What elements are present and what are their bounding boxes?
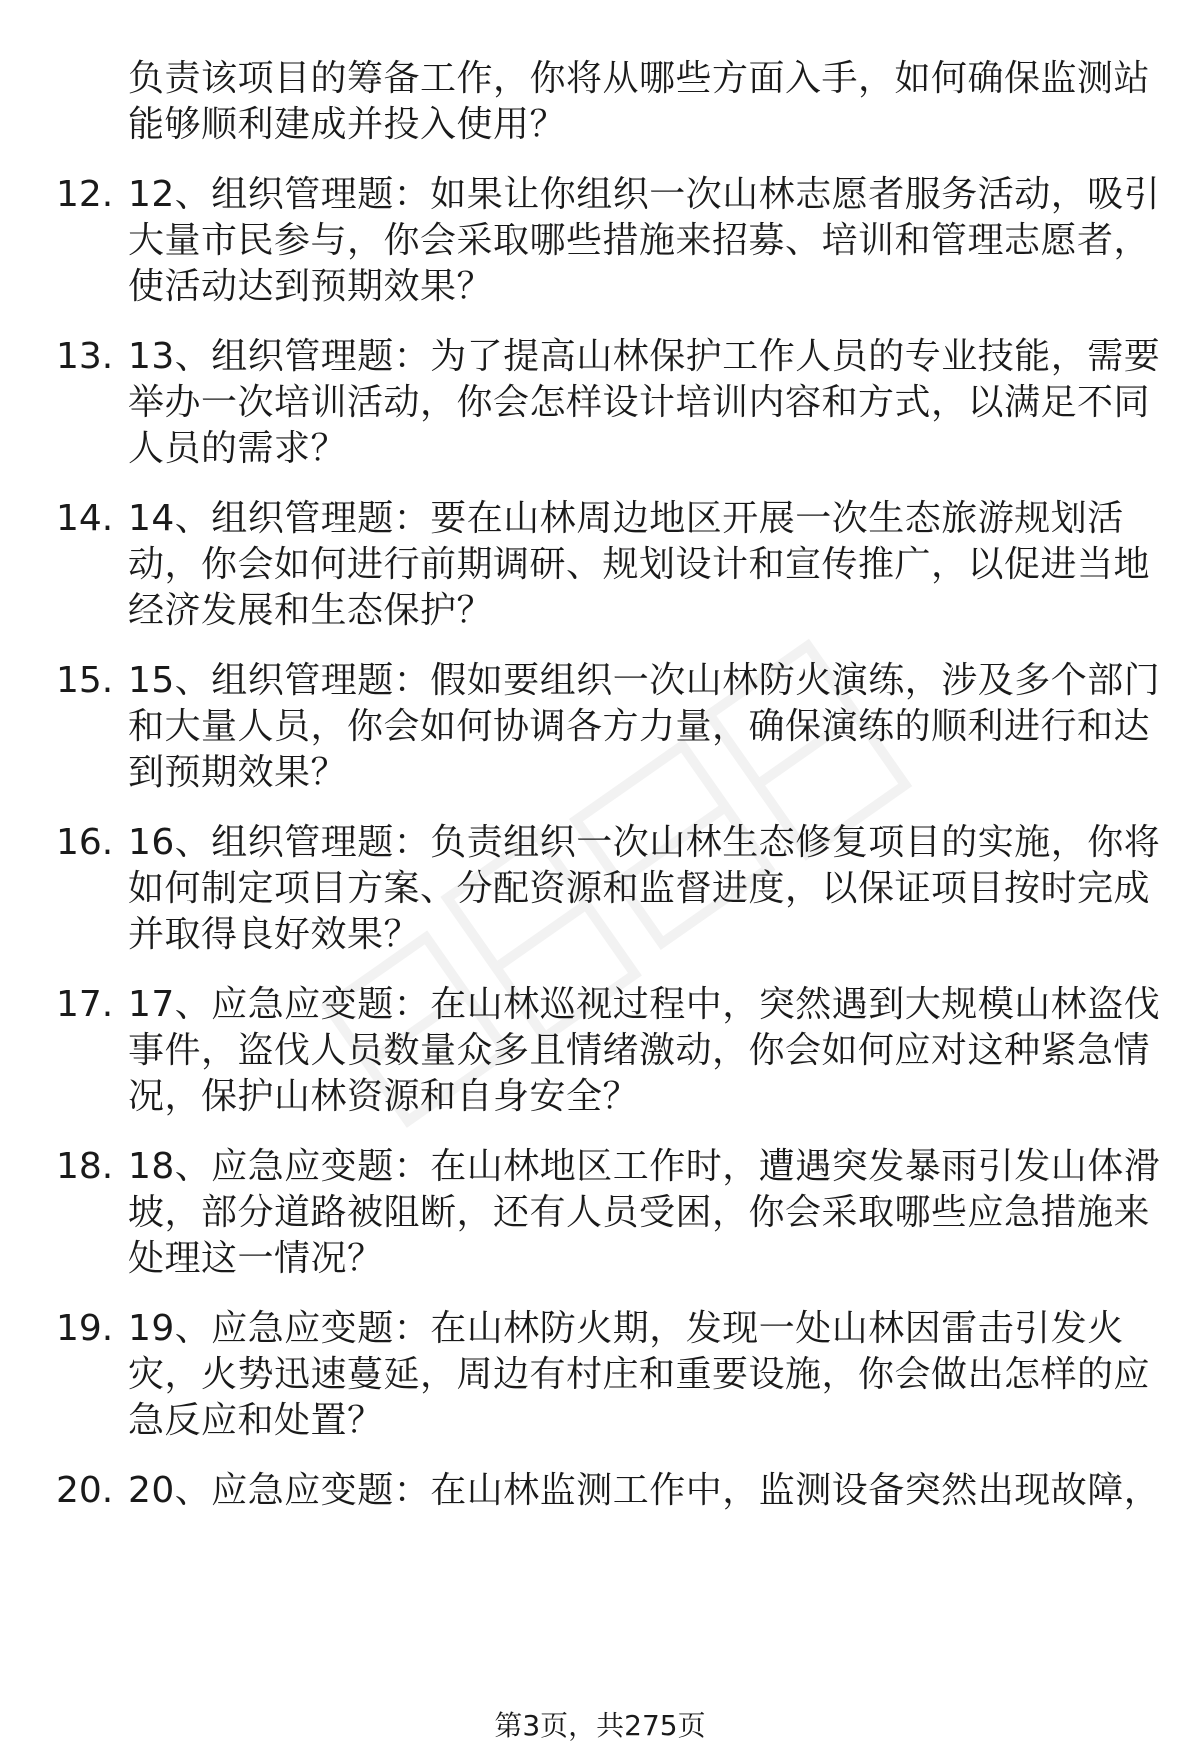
list-item-line: 况，保护山林资源和自身安全？ <box>128 1076 640 1117</box>
list-item-line: 处理这一情况？ <box>128 1238 384 1279</box>
continuation-line: 负责该项目的筹备工作，你将从哪些方面入手，如何确保监测站 <box>128 58 1151 99</box>
list-item-number: 19. <box>56 1308 114 1349</box>
list-item-line: 20、应急应变题：在山林监测工作中，监测设备突然出现故障， <box>128 1470 1161 1511</box>
list-item-number: 16. <box>56 822 114 863</box>
list-item-line: 到预期效果？ <box>128 752 348 793</box>
list-item-line: 19、应急应变题：在山林防火期，发现一处山林因雷击引发火 <box>128 1308 1124 1349</box>
continuation-line: 能够顺利建成并投入使用？ <box>128 104 567 145</box>
list-item-line: 12、组织管理题：如果让你组织一次山林志愿者服务活动，吸引 <box>128 174 1161 215</box>
list-item-line: 动，你会如何进行前期调研、规划设计和宣传推广，以促进当地 <box>128 544 1151 585</box>
list-item-line: 坡，部分道路被阻断，还有人员受困，你会采取哪些应急措施来 <box>128 1192 1151 1233</box>
list-item-line: 事件，盗伐人员数量众多且情绪激动，你会如何应对这种紧急情 <box>128 1030 1151 1071</box>
list-item-line: 13、组织管理题：为了提高山林保护工作人员的专业技能，需要 <box>128 336 1161 377</box>
list-item-line: 急反应和处置？ <box>128 1400 384 1441</box>
list-item-line: 17、应急应变题：在山林巡视过程中，突然遇到大规模山林盗伐 <box>128 984 1161 1025</box>
list-item-line: 灾，火势迅速蔓延，周边有村庄和重要设施，你会做出怎样的应 <box>128 1354 1151 1395</box>
page-number-footer: 第3页，共275页 <box>494 1709 706 1742</box>
list-item-number: 17. <box>56 984 114 1025</box>
list-item-number: 15. <box>56 660 114 701</box>
list-item-line: 举办一次培训活动，你会怎样设计培训内容和方式，以满足不同 <box>128 382 1151 423</box>
list-item-line: 大量市民参与，你会采取哪些措施来招募、培训和管理志愿者， <box>128 220 1151 261</box>
list-item-number: 12. <box>56 174 114 215</box>
list-item-line: 18、应急应变题：在山林地区工作时，遭遇突发暴雨引发山体滑 <box>128 1146 1161 1187</box>
list-item-line: 经济发展和生态保护？ <box>128 590 494 631</box>
list-item-line: 并取得良好效果？ <box>128 914 421 955</box>
list-item-line: 和大量人员，你会如何协调各方力量，确保演练的顺利进行和达 <box>128 706 1151 747</box>
list-item-line: 使活动达到预期效果？ <box>128 266 494 307</box>
list-item-line: 15、组织管理题：假如要组织一次山林防火演练，涉及多个部门 <box>128 660 1161 701</box>
list-item-line: 人员的需求？ <box>128 428 348 469</box>
list-item-line: 如何制定项目方案、分配资源和监督进度，以保证项目按时完成 <box>128 868 1151 909</box>
list-item-line: 14、组织管理题：要在山林周边地区开展一次生态旅游规划活 <box>128 498 1124 539</box>
list-item-number: 13. <box>56 336 114 377</box>
list-item-number: 18. <box>56 1146 114 1187</box>
list-item-line: 16、组织管理题：负责组织一次山林生态修复项目的实施，你将 <box>128 822 1161 863</box>
list-item-number: 20. <box>56 1470 114 1511</box>
list-item-number: 14. <box>56 498 114 539</box>
